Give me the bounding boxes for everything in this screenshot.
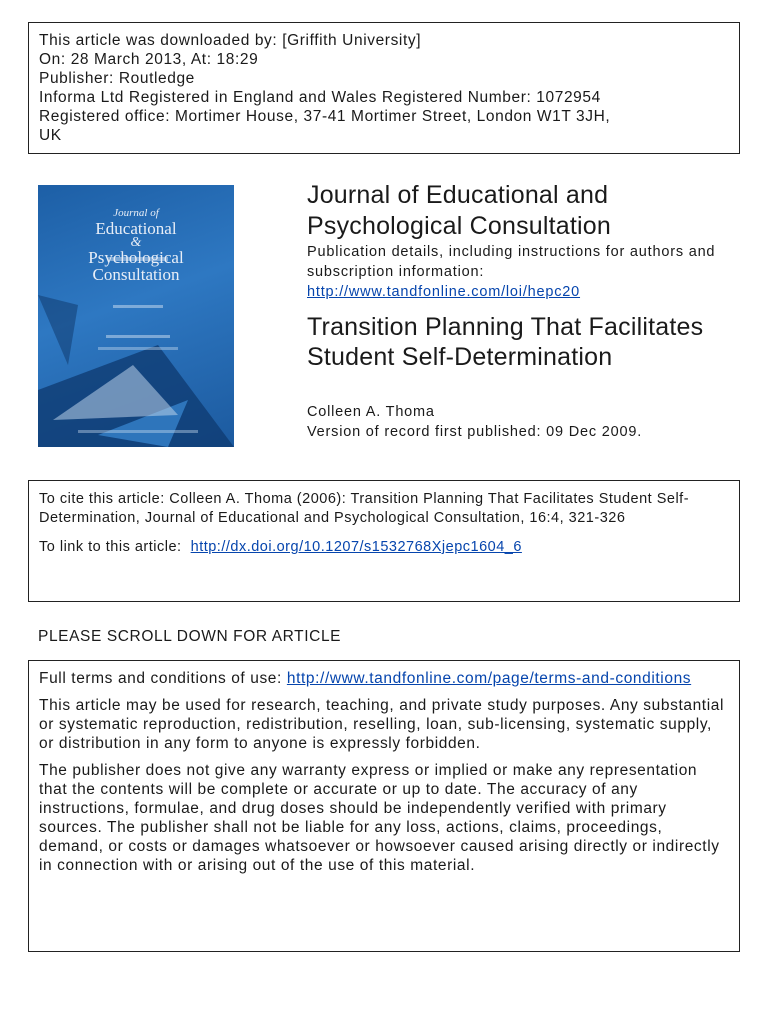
cover-line: Psychological <box>88 248 184 267</box>
article-title: Transition Planning That Facilitates Student Self-Determination <box>307 313 704 371</box>
citation-text: Colleen A. Thoma (2006): Transition Planning That Facilitates Student Self-Determination, Journal of Educational and Psychological Consultation, 16:4, 321-326 <box>39 491 690 526</box>
journal-link[interactable]: http://www.tandfonline.com/loi/hepc20 <box>307 284 581 300</box>
terms-paragraph-usage: This article may be used for research, teaching, and private study purposes. Any substantial or systematic reproduction, redistribution, reselling, loan, sub-licensing, systematic supply, or distribution in any form to anyone is expressly forbidden. <box>39 697 725 752</box>
citation-box <box>28 480 740 602</box>
citation-paragraph <box>39 490 729 528</box>
version-of-record: Version of record first published: 09 Dec 2009. <box>307 423 643 440</box>
terms-box <box>28 660 740 952</box>
download-line: On: 28 March 2013, At: 18:29 <box>39 51 259 68</box>
doi-paragraph <box>39 538 729 557</box>
download-line: UK <box>39 127 62 144</box>
journal-title: Journal of Educational and Psychological Consultation <box>307 181 611 240</box>
download-line: This article was downloaded by: [Griffith University] <box>39 32 422 49</box>
doi-link[interactable]: http://dx.doi.org/10.1207/s1532768Xjepc1604_6 <box>190 539 522 555</box>
author-name: Colleen A. Thoma <box>307 404 435 420</box>
terms-label: Full terms and conditions of use: <box>39 670 282 687</box>
download-line: Informa Ltd Registered in England and Wales Registered Number: 1072954 <box>39 89 601 106</box>
terms-link[interactable]: http://www.tandfonline.com/page/terms-and-conditions <box>286 670 692 687</box>
cover-line: Educational <box>95 219 177 238</box>
cover-line: Journal of <box>113 207 159 219</box>
citation-label: To cite this article: <box>39 491 165 507</box>
cover-line: Consultation <box>92 265 180 284</box>
download-line: Registered office: Mortimer House, 37-41 Mortimer Street, London W1T 3JH, <box>39 108 611 125</box>
download-line: Publisher: Routledge <box>39 70 195 87</box>
cover-line: & <box>130 235 142 250</box>
publication-details <box>307 242 747 302</box>
terms-paragraph-disclaimer: The publisher does not give any warranty express or implied or make any representation that the contents will be complete or accurate or up to date. The accuracy of any instructions, formulae, and drug doses should be independently verified with primary sources. The publisher shall not be liable for any loss, actions, claims, proceedings, demand, or costs or damages whatsoever or howsoever caused arising directly or indirectly in connection with or arising out of the use of this material. <box>39 762 720 874</box>
doi-label: To link to this article: <box>39 539 182 555</box>
download-info-box <box>28 22 740 154</box>
journal-cover-image <box>38 185 234 447</box>
scroll-notice: PLEASE SCROLL DOWN FOR ARTICLE <box>38 628 342 645</box>
terms-link-paragraph <box>39 669 729 688</box>
publication-details-text: Publication details, including instructions for authors and subscription information: <box>307 244 716 280</box>
author-block <box>307 403 747 442</box>
